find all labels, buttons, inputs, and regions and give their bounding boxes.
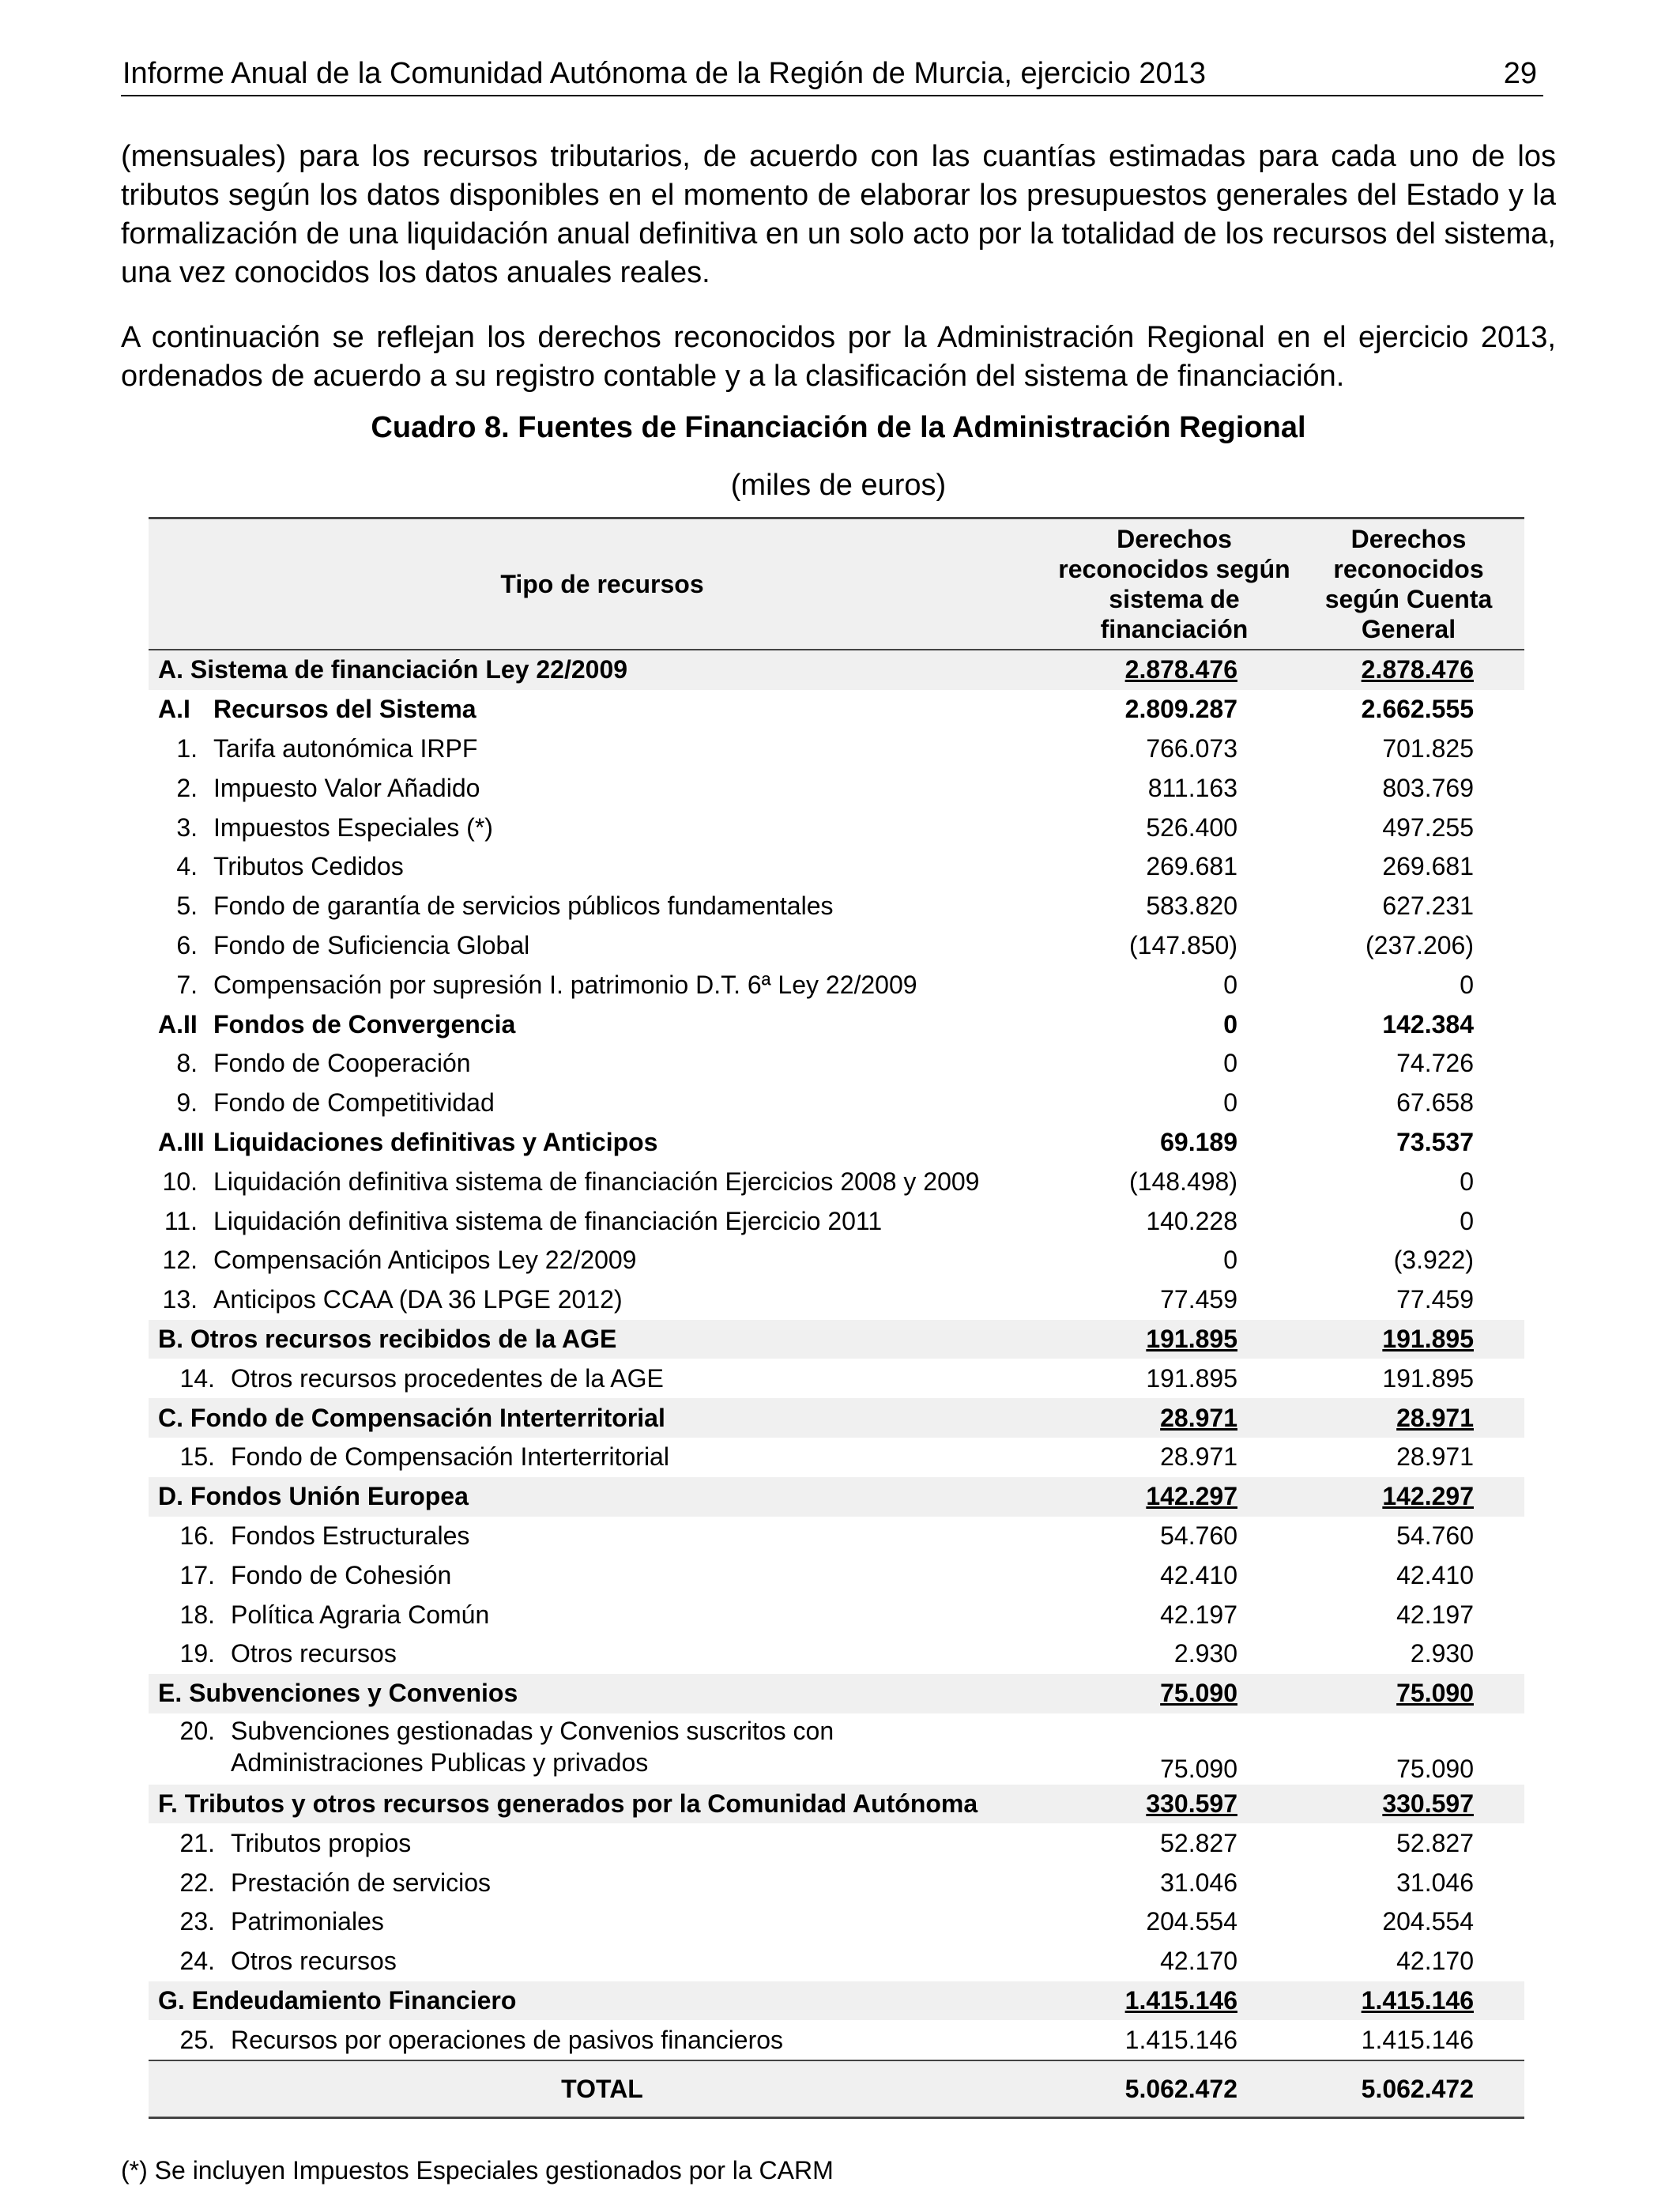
item-number: 15. bbox=[179, 1442, 215, 1472]
page-number: 29 bbox=[1503, 57, 1537, 90]
item-number: 4. bbox=[176, 852, 198, 881]
item-label: Liquidación definitiva sistema de financiación Ejercicios 2008 y 2009 bbox=[213, 1167, 980, 1196]
value-text: 28.971 bbox=[1396, 1442, 1474, 1472]
row-label-cell bbox=[149, 1674, 1056, 1713]
value-cuenta-general bbox=[1293, 1555, 1524, 1595]
value-text: 2.662.555 bbox=[1361, 695, 1474, 724]
row-label-cell bbox=[149, 1634, 1056, 1674]
item-label: Liquidación definitiva sistema de financiación Ejercicio 2011 bbox=[213, 1206, 883, 1235]
table-header-row bbox=[149, 518, 1524, 650]
item-label: Fondo de Cooperación bbox=[213, 1049, 471, 1078]
item-label: Fondo de garantía de servicios públicos fundamentales bbox=[213, 892, 834, 921]
table-row bbox=[149, 1823, 1524, 1863]
value-text: 69.189 bbox=[1160, 1127, 1237, 1156]
section-row bbox=[149, 650, 1524, 690]
subsection-row bbox=[149, 690, 1524, 729]
value-text: 627.231 bbox=[1382, 892, 1474, 921]
table-row bbox=[149, 1634, 1524, 1674]
row-label-cell bbox=[149, 1823, 1056, 1863]
value-text: 191.895 bbox=[1146, 1324, 1237, 1353]
value-cuenta-general bbox=[1293, 1674, 1524, 1713]
item-label: Prestación de servicios bbox=[231, 1868, 492, 1897]
value-text: 2.878.476 bbox=[1361, 655, 1474, 684]
value-cuenta-general bbox=[1293, 1517, 1524, 1556]
value-text: 75.090 bbox=[1160, 1754, 1237, 1783]
item-label: Otros recursos procedentes de la AGE bbox=[231, 1363, 664, 1393]
value-sistema bbox=[1056, 1320, 1293, 1359]
value-text: (147.850) bbox=[1129, 930, 1237, 959]
value-sistema bbox=[1056, 1438, 1293, 1477]
value-cuenta-general bbox=[1293, 650, 1524, 690]
row-label-cell bbox=[149, 1438, 1056, 1477]
item-label: Patrimoniales bbox=[231, 1907, 384, 1936]
value-sistema bbox=[1056, 1477, 1293, 1517]
value-text: 526.400 bbox=[1146, 812, 1237, 842]
value-cuenta-general bbox=[1293, 1005, 1524, 1044]
item-label: Compensación Anticipos Ley 22/2009 bbox=[213, 1246, 637, 1275]
value-cuenta-general bbox=[1293, 808, 1524, 847]
subsection-label: Recursos del Sistema bbox=[213, 695, 477, 724]
row-label-cell bbox=[149, 926, 1056, 966]
value-text: 0 bbox=[1460, 1167, 1474, 1196]
value-text: 75.090 bbox=[1396, 1679, 1474, 1708]
table-row bbox=[149, 1902, 1524, 1942]
item-label: Anticipos CCAA (DA 36 LPGE 2012) bbox=[213, 1285, 623, 1314]
value-text: 31.046 bbox=[1396, 1868, 1474, 1897]
value-text: 142.297 bbox=[1146, 1482, 1237, 1511]
value-cuenta-general bbox=[1293, 2020, 1524, 2060]
value-text: 42.170 bbox=[1396, 1947, 1474, 1976]
item-number: 24. bbox=[179, 1947, 215, 1976]
subsection-id: A.I bbox=[158, 695, 190, 724]
section-label: D. Fondos Unión Europea bbox=[158, 1482, 469, 1511]
item-number: 1. bbox=[176, 733, 198, 763]
value-sistema bbox=[1056, 926, 1293, 966]
value-text: 497.255 bbox=[1382, 812, 1474, 842]
value-text: 803.769 bbox=[1382, 773, 1474, 802]
table-row bbox=[149, 847, 1524, 887]
total-row bbox=[149, 2060, 1524, 2118]
subsection-label: Liquidaciones definitivas y Anticipos bbox=[213, 1127, 658, 1156]
value-cuenta-general bbox=[1293, 1201, 1524, 1241]
row-label-cell bbox=[149, 1785, 1056, 1824]
value-sistema bbox=[1056, 808, 1293, 847]
table-row bbox=[149, 768, 1524, 808]
value-sistema bbox=[1056, 1785, 1293, 1824]
item-label: Fondo de Compensación Interterritorial bbox=[231, 1442, 669, 1472]
table-row bbox=[149, 1201, 1524, 1241]
item-number: 22. bbox=[179, 1868, 215, 1897]
subsection-row bbox=[149, 1005, 1524, 1044]
table-row bbox=[149, 1713, 1524, 1785]
value-cuenta-general bbox=[1293, 1785, 1524, 1824]
table-row bbox=[149, 887, 1524, 926]
table-row bbox=[149, 1438, 1524, 1477]
section-row bbox=[149, 1477, 1524, 1517]
table-row bbox=[149, 1555, 1524, 1595]
value-text: 2.878.476 bbox=[1124, 655, 1237, 684]
value-sistema bbox=[1056, 1044, 1293, 1084]
value-text: 1.415.146 bbox=[1124, 2025, 1237, 2054]
row-label-cell bbox=[149, 1044, 1056, 1084]
value-text: 2.809.287 bbox=[1124, 695, 1237, 724]
value-text: 330.597 bbox=[1382, 1789, 1474, 1818]
value-sistema bbox=[1056, 1674, 1293, 1713]
table-row bbox=[149, 1241, 1524, 1280]
value-sistema bbox=[1056, 887, 1293, 926]
value-cuenta-general bbox=[1293, 1942, 1524, 1981]
row-label-cell bbox=[149, 1005, 1056, 1044]
table-row bbox=[149, 808, 1524, 847]
value-text: 1.415.146 bbox=[1361, 1985, 1474, 2015]
subsection-row bbox=[149, 1123, 1524, 1163]
footnote: (*) Se incluyen Impuestos Especiales gestionados por la CARM bbox=[121, 2156, 834, 2185]
value-cuenta-general bbox=[1293, 690, 1524, 729]
item-label: Fondo de Suficiencia Global bbox=[213, 930, 530, 959]
value-text: 583.820 bbox=[1146, 892, 1237, 921]
page-header bbox=[121, 55, 1543, 96]
row-label-cell bbox=[149, 808, 1056, 847]
section-row bbox=[149, 1981, 1524, 2021]
item-label: Compensación por supresión I. patrimonio D.T. 6ª Ley 22/2009 bbox=[213, 970, 917, 999]
value-text: (148.498) bbox=[1129, 1167, 1237, 1196]
value-text: 269.681 bbox=[1382, 852, 1474, 881]
value-text: 1.415.146 bbox=[1124, 1985, 1237, 2015]
item-label bbox=[231, 1715, 834, 1778]
item-number: 10. bbox=[162, 1167, 198, 1196]
item-label-line: Administraciones Publicas y privados bbox=[231, 1747, 649, 1777]
item-number: 9. bbox=[176, 1088, 198, 1118]
table-row bbox=[149, 2020, 1524, 2060]
row-label-cell bbox=[149, 1981, 1056, 2021]
value-text: 31.046 bbox=[1160, 1868, 1237, 1897]
item-number: 3. bbox=[176, 812, 198, 842]
value-text: 204.554 bbox=[1382, 1907, 1474, 1936]
value-cuenta-general bbox=[1293, 965, 1524, 1005]
section-label: F. Tributos y otros recursos generados por la Comunidad Autónoma bbox=[158, 1789, 978, 1818]
value-text: 0 bbox=[1223, 1049, 1237, 1078]
value-text: 75.090 bbox=[1396, 1754, 1474, 1783]
value-cuenta-general bbox=[1293, 887, 1524, 926]
header-title: Informe Anual de la Comunidad Autónoma de la Región de Murcia, ejercicio 2013 bbox=[122, 57, 1206, 90]
value-text: 54.760 bbox=[1160, 1521, 1237, 1550]
value-sistema bbox=[1056, 1123, 1293, 1163]
value-text: 0 bbox=[1460, 1206, 1474, 1235]
item-number: 14. bbox=[179, 1363, 215, 1393]
value-sistema bbox=[1056, 1863, 1293, 1902]
header-tipo: Tipo de recursos bbox=[149, 518, 1056, 650]
value-sistema bbox=[1056, 768, 1293, 808]
value-text: (237.206) bbox=[1365, 930, 1474, 959]
value-sistema bbox=[1056, 1981, 1293, 2021]
item-label: Recursos por operaciones de pasivos financieros bbox=[231, 2025, 784, 2054]
value-text: 140.228 bbox=[1146, 1206, 1237, 1235]
value-text: 191.895 bbox=[1382, 1324, 1474, 1353]
row-label-cell bbox=[149, 1162, 1056, 1201]
subsection-id: A.III bbox=[158, 1127, 205, 1156]
value-text: (3.922) bbox=[1393, 1246, 1474, 1275]
value-text: 67.658 bbox=[1396, 1088, 1474, 1118]
value-text: 0 bbox=[1460, 970, 1474, 999]
table-row bbox=[149, 1084, 1524, 1123]
row-label-cell bbox=[149, 1201, 1056, 1241]
value-text: 77.459 bbox=[1396, 1285, 1474, 1314]
value-sistema bbox=[1056, 1595, 1293, 1634]
section-label: E. Subvenciones y Convenios bbox=[158, 1679, 518, 1708]
value-cuenta-general bbox=[1293, 1981, 1524, 2021]
value-text: 269.681 bbox=[1146, 852, 1237, 881]
value-text: 74.726 bbox=[1396, 1049, 1474, 1078]
value-sistema bbox=[1056, 1201, 1293, 1241]
value-text: 42.170 bbox=[1160, 1947, 1237, 1976]
value-cuenta-general bbox=[1293, 768, 1524, 808]
row-label-cell bbox=[149, 1477, 1056, 1517]
item-number: 20. bbox=[179, 1716, 215, 1745]
row-label-cell bbox=[149, 1123, 1056, 1163]
table-row bbox=[149, 1595, 1524, 1634]
item-number: 5. bbox=[176, 892, 198, 921]
row-label-cell bbox=[149, 1863, 1056, 1902]
row-label-cell bbox=[149, 847, 1056, 887]
value-text: 2.930 bbox=[1173, 1639, 1237, 1668]
body-paragraph: (mensuales) para los recursos tributarios, de acuerdo con las cuantías estimadas para cada uno de los tributos según los datos disponibles en el momento de elaborar los presupuestos generales del Estado y la formalización de una liquidación anual definitiva en un solo acto por la totalidad de los recursos del sistema, una vez conocidos los datos anuales reales. bbox=[121, 140, 1556, 289]
row-label-cell bbox=[149, 768, 1056, 808]
row-label-cell bbox=[149, 1320, 1056, 1359]
value-text: 52.827 bbox=[1160, 1828, 1237, 1857]
item-number: 16. bbox=[179, 1521, 215, 1550]
value-sistema bbox=[1056, 965, 1293, 1005]
item-number: 13. bbox=[162, 1285, 198, 1314]
item-number: 17. bbox=[179, 1560, 215, 1589]
value-text: 0 bbox=[1223, 1009, 1237, 1039]
value-text: 75.090 bbox=[1160, 1679, 1237, 1708]
value-cuenta-general bbox=[1293, 1634, 1524, 1674]
row-label-cell bbox=[149, 1398, 1056, 1438]
section-label: A. Sistema de financiación Ley 22/2009 bbox=[158, 655, 628, 684]
value-sistema bbox=[1056, 1359, 1293, 1398]
item-label: Fondo de Competitividad bbox=[213, 1088, 495, 1118]
value-text: 54.760 bbox=[1396, 1521, 1474, 1550]
item-number: 25. bbox=[179, 2025, 215, 2054]
item-number: 7. bbox=[176, 970, 198, 999]
item-label: Tributos propios bbox=[231, 1828, 412, 1857]
item-label: Tributos Cedidos bbox=[213, 852, 404, 881]
value-cuenta-general bbox=[1293, 1359, 1524, 1398]
item-label: Otros recursos bbox=[231, 1639, 397, 1668]
item-label: Otros recursos bbox=[231, 1947, 397, 1976]
table-row bbox=[149, 926, 1524, 966]
header-col2: Derechos reconocidos según Cuenta General bbox=[1293, 518, 1524, 650]
total-label: TOTAL bbox=[149, 2060, 1056, 2118]
item-number: 19. bbox=[179, 1639, 215, 1668]
row-label-cell bbox=[149, 1517, 1056, 1556]
section-label: C. Fondo de Compensación Interterritorial bbox=[158, 1403, 665, 1432]
item-number: 21. bbox=[179, 1828, 215, 1857]
total-sistema: 5.062.472 bbox=[1056, 2060, 1293, 2118]
item-label: Fondos Estructurales bbox=[231, 1521, 470, 1550]
value-text: 701.825 bbox=[1382, 733, 1474, 763]
value-text: 42.410 bbox=[1160, 1560, 1237, 1589]
value-text: 2.930 bbox=[1410, 1639, 1474, 1668]
value-text: 77.459 bbox=[1160, 1285, 1237, 1314]
value-sistema bbox=[1056, 1084, 1293, 1123]
section-label: B. Otros recursos recibidos de la AGE bbox=[158, 1324, 617, 1353]
value-cuenta-general bbox=[1293, 1162, 1524, 1201]
table-row bbox=[149, 1280, 1524, 1320]
header-col1: Derechos reconocidos según sistema de financiación bbox=[1056, 518, 1293, 650]
value-cuenta-general bbox=[1293, 729, 1524, 769]
subsection-label: Fondos de Convergencia bbox=[213, 1009, 516, 1039]
value-sistema bbox=[1056, 847, 1293, 887]
value-cuenta-general bbox=[1293, 1477, 1524, 1517]
subsection-id: A.II bbox=[158, 1009, 198, 1039]
value-cuenta-general bbox=[1293, 1123, 1524, 1163]
section-label: G. Endeudamiento Financiero bbox=[158, 1985, 517, 2015]
value-cuenta-general bbox=[1293, 1438, 1524, 1477]
value-text: 142.297 bbox=[1382, 1482, 1474, 1511]
value-cuenta-general bbox=[1293, 1902, 1524, 1942]
item-label-line: Subvenciones gestionadas y Convenios suscritos con bbox=[231, 1716, 834, 1745]
value-text: 28.971 bbox=[1160, 1403, 1237, 1432]
value-text: 811.163 bbox=[1147, 773, 1237, 802]
value-sistema bbox=[1056, 1902, 1293, 1942]
table-row bbox=[149, 1517, 1524, 1556]
value-text: 0 bbox=[1223, 970, 1237, 999]
value-cuenta-general bbox=[1293, 1398, 1524, 1438]
value-sistema bbox=[1056, 1398, 1293, 1438]
row-label-cell bbox=[149, 650, 1056, 690]
row-label-cell bbox=[149, 887, 1056, 926]
value-text: 142.384 bbox=[1382, 1009, 1474, 1039]
item-label: Impuesto Valor Añadido bbox=[213, 773, 480, 802]
value-text: 330.597 bbox=[1146, 1789, 1237, 1818]
row-label-cell bbox=[149, 1902, 1056, 1942]
body-paragraph: A continuación se reflejan los derechos reconocidos por la Administración Regional en el ejercicio 2013, ordenados de acuerdo a su registro contable y a la clasificación del sistema de financiación. bbox=[121, 321, 1556, 393]
value-sistema bbox=[1056, 1555, 1293, 1595]
table-row bbox=[149, 729, 1524, 769]
item-label: Impuestos Especiales (*) bbox=[213, 812, 493, 842]
value-sistema bbox=[1056, 1517, 1293, 1556]
section-row bbox=[149, 1785, 1524, 1824]
section-row bbox=[149, 1398, 1524, 1438]
value-text: 42.197 bbox=[1160, 1600, 1237, 1629]
item-number: 8. bbox=[176, 1049, 198, 1078]
value-cuenta-general bbox=[1293, 1241, 1524, 1280]
value-text: 28.971 bbox=[1160, 1442, 1237, 1472]
value-text: 73.537 bbox=[1396, 1127, 1474, 1156]
section-row bbox=[149, 1674, 1524, 1713]
row-label-cell bbox=[149, 1241, 1056, 1280]
value-text: 191.895 bbox=[1382, 1363, 1474, 1393]
table-row bbox=[149, 965, 1524, 1005]
table-row bbox=[149, 1044, 1524, 1084]
value-cuenta-general bbox=[1293, 1320, 1524, 1359]
value-text: 42.197 bbox=[1396, 1600, 1474, 1629]
item-number: 2. bbox=[176, 773, 198, 802]
table-row bbox=[149, 1863, 1524, 1902]
value-sistema bbox=[1056, 650, 1293, 690]
item-label: Tarifa autonómica IRPF bbox=[213, 733, 478, 763]
value-cuenta-general bbox=[1293, 1280, 1524, 1320]
row-label-cell bbox=[149, 1555, 1056, 1595]
value-text: 42.410 bbox=[1396, 1560, 1474, 1589]
value-text: 28.971 bbox=[1396, 1403, 1474, 1432]
value-text: 204.554 bbox=[1146, 1907, 1237, 1936]
row-label-cell bbox=[149, 1084, 1056, 1123]
row-label-cell bbox=[149, 690, 1056, 729]
row-label-cell bbox=[149, 1359, 1056, 1398]
value-sistema bbox=[1056, 1241, 1293, 1280]
section-row bbox=[149, 1320, 1524, 1359]
total-cuenta-general: 5.062.472 bbox=[1293, 2060, 1524, 2118]
value-cuenta-general bbox=[1293, 1863, 1524, 1902]
value-cuenta-general bbox=[1293, 1595, 1524, 1634]
row-label-cell bbox=[149, 1595, 1056, 1634]
value-text: 0 bbox=[1223, 1088, 1237, 1118]
table-row bbox=[149, 1162, 1524, 1201]
item-number: 23. bbox=[179, 1907, 215, 1936]
value-text: 52.827 bbox=[1396, 1828, 1474, 1857]
row-label-cell bbox=[149, 965, 1056, 1005]
value-cuenta-general bbox=[1293, 1823, 1524, 1863]
value-sistema bbox=[1056, 1713, 1293, 1785]
value-text: 1.415.146 bbox=[1361, 2025, 1474, 2054]
table-units: (miles de euros) bbox=[730, 469, 947, 502]
value-sistema bbox=[1056, 1823, 1293, 1863]
value-text: 0 bbox=[1223, 1246, 1237, 1275]
value-sistema bbox=[1056, 1005, 1293, 1044]
table-row bbox=[149, 1942, 1524, 1981]
item-label: Política Agraria Común bbox=[231, 1600, 490, 1629]
value-sistema bbox=[1056, 2020, 1293, 2060]
row-label-cell bbox=[149, 2020, 1056, 2060]
value-sistema bbox=[1056, 1634, 1293, 1674]
value-sistema bbox=[1056, 1942, 1293, 1981]
row-label-cell bbox=[149, 1280, 1056, 1320]
item-number: 6. bbox=[176, 930, 198, 959]
row-label-cell bbox=[149, 1942, 1056, 1981]
table-title: Cuadro 8. Fuentes de Financiación de la Administración Regional bbox=[371, 411, 1306, 444]
row-label-cell bbox=[149, 729, 1056, 769]
value-cuenta-general bbox=[1293, 926, 1524, 966]
value-cuenta-general bbox=[1293, 1713, 1524, 1785]
value-text: 191.895 bbox=[1146, 1363, 1237, 1393]
value-sistema bbox=[1056, 1162, 1293, 1201]
item-number: 18. bbox=[179, 1600, 215, 1629]
item-number: 11. bbox=[164, 1206, 198, 1235]
table-row bbox=[149, 1359, 1524, 1398]
financing-table bbox=[149, 517, 1524, 2119]
value-cuenta-general bbox=[1293, 1044, 1524, 1084]
value-cuenta-general bbox=[1293, 1084, 1524, 1123]
value-sistema bbox=[1056, 1280, 1293, 1320]
item-number: 12. bbox=[162, 1246, 198, 1275]
value-text: 766.073 bbox=[1146, 733, 1237, 763]
value-cuenta-general bbox=[1293, 847, 1524, 887]
value-sistema bbox=[1056, 729, 1293, 769]
value-sistema bbox=[1056, 690, 1293, 729]
item-label: Fondo de Cohesión bbox=[231, 1560, 452, 1589]
row-label-cell bbox=[149, 1713, 1056, 1785]
